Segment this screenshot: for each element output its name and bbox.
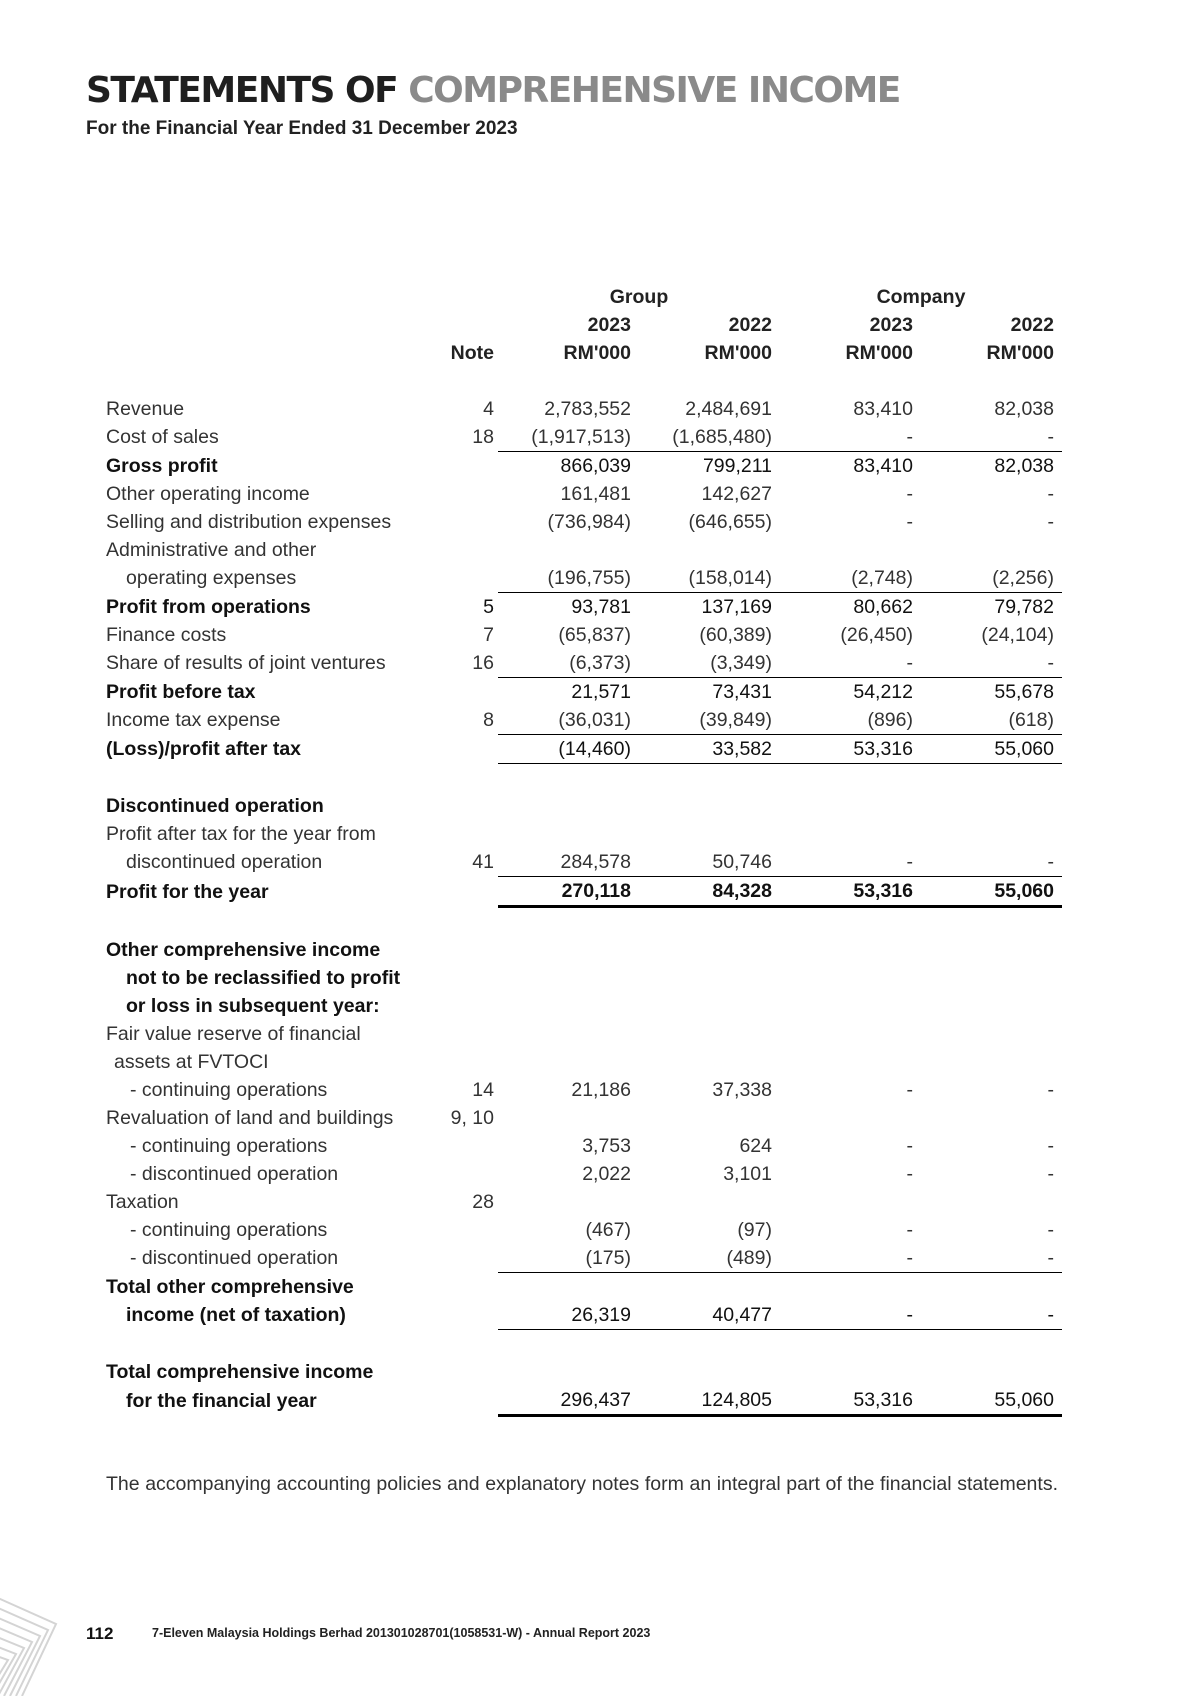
cell-company-2023: - <box>906 1163 913 1185</box>
spacer-row <box>106 1330 1062 1359</box>
cell-group-2022: 137,169 <box>701 596 772 618</box>
row-label: - continuing operations <box>130 1079 328 1101</box>
cell-group-2023: (36,031) <box>498 706 639 735</box>
row-profit-from-operations <box>106 593 1062 622</box>
row-total-oci-heading <box>106 1273 1062 1302</box>
row-note: 14 <box>472 1079 494 1101</box>
cell-company-2022: (24,104) <box>981 624 1054 646</box>
cell-group-2022: (60,389) <box>699 624 772 646</box>
cell-group-2023: (175) <box>498 1244 639 1273</box>
row-gross-profit <box>106 452 1062 481</box>
section-heading: not to be reclassified to profit <box>126 967 401 989</box>
row-label: Revenue <box>106 398 185 420</box>
footnote: The accompanying accounting policies and explanatory notes form an integral part of the financial statements. <box>106 1473 1058 1495</box>
row-label: Share of results of joint ventures <box>106 652 386 675</box>
cell-company-2022: 79,782 <box>994 596 1054 618</box>
cell-group-2023: (196,755) <box>498 564 639 593</box>
cell-company-2022: - <box>1047 1163 1054 1185</box>
row-label: Selling and distribution expenses <box>106 511 392 533</box>
row-note <box>444 480 498 508</box>
row-label: income (net of taxation) <box>126 1304 346 1327</box>
cell-group-2023: 161,481 <box>560 483 631 505</box>
row-note <box>444 1216 498 1244</box>
row-note: 28 <box>472 1191 494 1213</box>
cell-group-2023: 2,022 <box>582 1163 631 1185</box>
row-total-oci <box>106 1301 1062 1330</box>
row-note: 18 <box>472 426 494 449</box>
row-label: Profit from operations <box>106 595 311 618</box>
row-label: Taxation <box>106 1191 179 1213</box>
cell-group-2023: 3,753 <box>582 1135 631 1157</box>
row-note <box>444 1160 498 1188</box>
row-taxation-heading <box>106 1188 1062 1216</box>
cell-group-2022: (3,349) <box>639 649 780 678</box>
section-heading: Other comprehensive income <box>106 939 381 961</box>
row-label: Revaluation of land and buildings <box>106 1107 394 1129</box>
cell-group-2023: 21,186 <box>571 1079 631 1101</box>
row-oci-heading-2 <box>106 964 1062 992</box>
cell-company-2022: 82,038 <box>994 398 1054 420</box>
company-header: Company <box>876 286 966 308</box>
income-statement-table <box>106 283 1062 1417</box>
row-note: 8 <box>483 709 494 732</box>
cell-company-2022: - <box>921 1244 1062 1273</box>
row-note <box>444 1132 498 1160</box>
row-fvtoci-continuing <box>106 1076 1062 1104</box>
row-taxation-continuing <box>106 1216 1062 1244</box>
header-unit-row <box>106 339 1062 367</box>
cell-group-2023: 2,783,552 <box>544 398 631 420</box>
row-note <box>444 1386 498 1416</box>
cell-company-2023: - <box>906 511 913 533</box>
row-note: 41 <box>472 851 494 874</box>
note-header: Note <box>450 342 494 364</box>
cell-group-2022: 624 <box>739 1135 772 1157</box>
cell-group-2022: (158,014) <box>639 564 780 593</box>
page-number: 112 <box>86 1624 114 1643</box>
cell-group-2023: (14,460) <box>498 735 639 764</box>
cell-company-2022: 55,060 <box>921 735 1062 764</box>
row-fvtoci-heading <box>106 1048 1062 1076</box>
row-cost-of-sales <box>106 423 1062 452</box>
title-part-2: COMPREHENSIVE INCOME <box>408 70 900 111</box>
row-other-operating-income <box>106 480 1062 508</box>
header-group-row <box>106 283 1062 311</box>
spacer-row <box>106 764 1062 793</box>
unit-header: RM'000 <box>704 342 772 364</box>
row-profit-for-the-year <box>106 877 1062 907</box>
row-revaluation-discontinued <box>106 1160 1062 1188</box>
cell-group-2022: 84,328 <box>639 877 780 907</box>
row-note: 7 <box>483 624 494 646</box>
cell-group-2023: 270,118 <box>498 877 639 907</box>
cell-company-2023: 80,662 <box>853 596 913 618</box>
row-administrative-expenses <box>106 564 1062 593</box>
row-selling-distribution <box>106 508 1062 536</box>
cell-company-2023: - <box>780 649 921 678</box>
unit-header: RM'000 <box>845 342 913 364</box>
cell-group-2023: (6,373) <box>498 649 639 678</box>
cell-company-2022: - <box>1047 511 1054 533</box>
cell-group-2022: 37,338 <box>712 1079 772 1101</box>
row-discontinued-operation <box>106 848 1062 877</box>
cell-group-2022: 3,101 <box>723 1163 772 1185</box>
unit-header: RM'000 <box>986 342 1054 364</box>
row-taxation-discontinued <box>106 1244 1062 1273</box>
unit-header: RM'000 <box>563 342 631 364</box>
section-heading: or loss in subsequent year: <box>126 995 380 1017</box>
row-revaluation-heading <box>106 1104 1062 1132</box>
cell-company-2023: 53,316 <box>780 1386 921 1416</box>
row-label: Income tax expense <box>106 709 281 732</box>
cell-group-2022: 142,627 <box>701 483 772 505</box>
row-administrative-heading <box>106 536 1062 564</box>
cell-group-2023: 296,437 <box>498 1386 639 1416</box>
row-note <box>444 1244 498 1273</box>
cell-company-2023: - <box>906 1079 913 1101</box>
cell-company-2022: (2,256) <box>921 564 1062 593</box>
row-note: 5 <box>483 595 494 618</box>
cell-company-2022: - <box>1047 1079 1054 1101</box>
cell-company-2023: - <box>780 423 921 452</box>
title-part-1: STATEMENTS OF <box>86 70 398 111</box>
row-label: Profit after tax for the year from <box>106 823 376 845</box>
cell-company-2022: 55,060 <box>921 877 1062 907</box>
cell-group-2023: 284,578 <box>498 848 639 877</box>
row-discontinued-heading <box>106 792 1062 820</box>
row-total-comprehensive-income <box>106 1386 1062 1416</box>
cell-company-2022: 55,678 <box>994 681 1054 703</box>
row-label: - continuing operations <box>130 1135 328 1157</box>
row-oci-heading-3 <box>106 992 1062 1020</box>
row-label: discontinued operation <box>126 851 323 874</box>
row-label: Profit before tax <box>106 680 256 703</box>
year-header: 2022 <box>1010 314 1054 336</box>
spacer-row <box>106 907 1062 937</box>
row-fair-value-reserve-heading <box>106 1020 1062 1048</box>
year-header: 2022 <box>728 314 772 336</box>
header-year-row <box>106 311 1062 339</box>
cell-company-2023: - <box>780 1301 921 1330</box>
row-note: 16 <box>472 652 494 675</box>
cell-group-2023: (736,984) <box>547 511 631 533</box>
row-label: - discontinued operation <box>130 1163 339 1185</box>
cell-group-2022: 50,746 <box>639 848 780 877</box>
row-note <box>444 877 498 907</box>
row-note: 4 <box>483 398 494 420</box>
cell-group-2023: (467) <box>585 1219 631 1241</box>
row-label: Total other comprehensive <box>106 1275 354 1298</box>
row-label: Profit for the year <box>106 880 269 903</box>
row-label: Other operating income <box>106 483 310 505</box>
row-label: Administrative and other <box>106 539 317 561</box>
row-revaluation-continuing <box>106 1132 1062 1160</box>
row-oci-heading-1 <box>106 936 1062 964</box>
row-note <box>444 678 498 707</box>
cell-company-2022: - <box>1047 1135 1054 1157</box>
cell-group-2023: 866,039 <box>560 455 631 477</box>
cell-company-2023: (896) <box>780 706 921 735</box>
row-note <box>444 1301 498 1330</box>
footer-text: 7-Eleven Malaysia Holdings Berhad 201301028701(1058531-W) - Annual Report 2023 <box>152 1626 651 1640</box>
row-note: 9, 10 <box>450 1107 494 1129</box>
cell-company-2022: - <box>921 848 1062 877</box>
cell-company-2023: - <box>906 1135 913 1157</box>
cell-group-2022: (646,655) <box>688 511 772 533</box>
cell-company-2023: 53,316 <box>780 877 921 907</box>
cell-group-2023: 93,781 <box>571 596 631 618</box>
row-label: for the financial year <box>126 1389 317 1412</box>
cell-company-2022: - <box>1047 483 1054 505</box>
page-subtitle: For the Financial Year Ended 31 December 2023 <box>86 118 518 139</box>
cell-group-2022: 2,484,691 <box>685 398 772 420</box>
year-header: 2023 <box>587 314 631 336</box>
cell-company-2023: 83,410 <box>853 398 913 420</box>
cell-group-2022: 124,805 <box>639 1386 780 1416</box>
row-label: assets at FVTOCI <box>114 1051 269 1073</box>
cell-company-2022: 55,060 <box>921 1386 1062 1416</box>
spacer-row <box>106 367 1062 395</box>
row-label: Finance costs <box>106 624 227 646</box>
cell-group-2022: (1,685,480) <box>639 423 780 452</box>
row-label: Fair value reserve of financial <box>106 1023 361 1045</box>
row-profit-after-tax-discontinued-heading <box>106 820 1062 848</box>
cell-group-2022: 33,582 <box>639 735 780 764</box>
row-finance-costs <box>106 621 1062 649</box>
cell-group-2022: 73,431 <box>712 681 772 703</box>
cell-group-2023: (1,917,513) <box>498 423 639 452</box>
row-revenue <box>106 395 1062 423</box>
row-label: Gross profit <box>106 454 218 477</box>
cell-company-2023: (26,450) <box>840 624 913 646</box>
row-label: operating expenses <box>126 567 297 590</box>
row-note <box>444 735 498 764</box>
section-heading: Discontinued operation <box>106 795 324 817</box>
decorative-stripes-graphic <box>0 1590 64 1696</box>
cell-company-2023: (2,748) <box>780 564 921 593</box>
cell-company-2022: (618) <box>921 706 1062 735</box>
cell-company-2023: 83,410 <box>853 455 913 477</box>
row-label: Total comprehensive income <box>106 1361 374 1383</box>
cell-group-2023: 26,319 <box>498 1301 639 1330</box>
row-note <box>444 564 498 593</box>
cell-group-2022: (97) <box>737 1219 772 1241</box>
cell-company-2022: - <box>921 649 1062 678</box>
cell-group-2022: 799,211 <box>702 455 772 477</box>
year-header: 2023 <box>869 314 913 336</box>
cell-company-2023: 54,212 <box>853 681 913 703</box>
row-note <box>444 508 498 536</box>
cell-company-2022: 82,038 <box>994 455 1054 477</box>
row-label: (Loss)/profit after tax <box>106 738 302 760</box>
cell-group-2022: (39,849) <box>639 706 780 735</box>
row-loss-profit-after-tax <box>106 735 1062 764</box>
row-label: - continuing operations <box>130 1219 328 1241</box>
row-profit-before-tax <box>106 678 1062 707</box>
cell-company-2023: 53,316 <box>780 735 921 764</box>
cell-group-2022: (489) <box>639 1244 780 1273</box>
cell-company-2022: - <box>921 1301 1062 1330</box>
cell-company-2023: - <box>906 1219 913 1241</box>
row-total-comprehensive-heading <box>106 1358 1062 1386</box>
cell-company-2023: - <box>780 848 921 877</box>
row-income-tax-expense <box>106 706 1062 735</box>
cell-company-2022: - <box>1047 1219 1054 1241</box>
row-label: - discontinued operation <box>130 1247 339 1270</box>
cell-group-2023: 21,571 <box>571 681 631 703</box>
cell-group-2022: 40,477 <box>639 1301 780 1330</box>
cell-company-2023: - <box>780 1244 921 1273</box>
group-header: Group <box>609 286 669 308</box>
cell-company-2023: - <box>906 483 913 505</box>
page-title <box>86 70 900 111</box>
row-label: Cost of sales <box>106 426 219 449</box>
cell-group-2023: (65,837) <box>558 624 631 646</box>
row-share-joint-ventures <box>106 649 1062 678</box>
row-note <box>444 452 498 481</box>
cell-company-2022: - <box>921 423 1062 452</box>
